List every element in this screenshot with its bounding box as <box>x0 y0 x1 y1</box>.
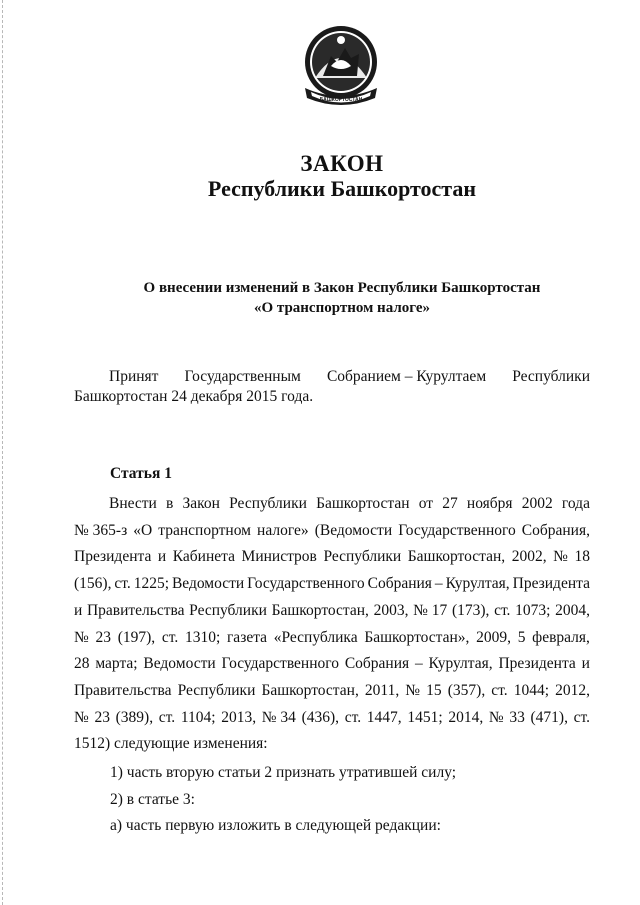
coat-of-arms-emblem <box>301 18 381 118</box>
article-word: (197), <box>117 628 156 646</box>
article-word: 2002 <box>521 495 553 512</box>
amendment-item-3: а) часть первую изложить в следующей редакции: <box>110 817 441 834</box>
article-line <box>74 678 590 705</box>
article-word: 5 <box>517 628 526 646</box>
article-line <box>74 544 590 571</box>
article-word: ст. <box>344 708 362 726</box>
article-word: в <box>166 495 174 512</box>
article-word: Министров <box>241 548 317 566</box>
article-word: Государственного <box>221 655 339 673</box>
article-word: Курултая, <box>445 575 510 593</box>
article-word: 33 <box>509 708 525 726</box>
article-line <box>74 731 590 758</box>
article-word: (389), <box>115 708 154 726</box>
article-word: 28 <box>74 655 90 673</box>
article-word: 1512) следующие изменения: <box>74 735 268 753</box>
article-word: газета <box>226 628 268 646</box>
article-word: (471), <box>530 708 568 726</box>
article-word: ноября <box>466 495 513 512</box>
article-word: 18 <box>574 548 590 566</box>
article-word: ст. <box>161 628 179 646</box>
article-word: ст. <box>573 708 590 726</box>
article-word: 2009, <box>476 628 511 646</box>
article-word: Республики <box>229 495 307 512</box>
article-word: 1447, <box>366 708 402 726</box>
article-word: (436), <box>301 708 340 726</box>
article-word: 2003, <box>373 601 409 619</box>
article-word: Собрания <box>367 575 432 593</box>
article-word: (156), <box>74 575 112 593</box>
article-word: ст. <box>494 601 511 619</box>
article-word: № 34 <box>261 708 296 726</box>
article-word: 23 <box>94 708 110 726</box>
article-word: Президента <box>498 655 576 673</box>
emblem-ribbon-text: БАШКОРТОСТАН <box>319 97 363 103</box>
article-word: Башкортостан <box>316 495 410 512</box>
article-word: 2002, <box>511 548 547 566</box>
article-word: и <box>157 548 167 566</box>
article-word: и <box>581 655 590 673</box>
article-word: 2014, <box>448 708 484 726</box>
article-word: Республики <box>189 601 267 619</box>
article-word: (Ведомости <box>314 521 393 539</box>
article-word: 2004, <box>555 601 590 619</box>
adoption-word: Собранием – Курултаем <box>326 368 487 385</box>
article-word: № <box>405 681 421 699</box>
article-word: Республики <box>177 681 256 699</box>
article-word: № <box>488 708 504 726</box>
article-word: налоге» <box>257 521 309 539</box>
article-word: Ведомости <box>143 655 216 673</box>
article-word: Правительства <box>86 601 185 619</box>
adoption-line-1 <box>74 367 590 387</box>
adoption-word: Республики <box>512 368 590 385</box>
article-word: Собрания, <box>521 521 590 539</box>
article-word: Курултая, <box>428 655 493 673</box>
article-line <box>74 705 590 732</box>
article-word: 1225; <box>133 575 170 593</box>
article-word: февраля, <box>532 628 590 646</box>
article-word: Республики <box>323 548 402 566</box>
article-word: № 17 <box>413 601 448 619</box>
page-edge <box>2 0 4 905</box>
article-word: 2013, <box>221 708 257 726</box>
article-heading: Статья 1 <box>110 465 172 482</box>
article-word: марта; <box>95 655 138 673</box>
article-line <box>74 651 590 678</box>
article-word: Государственного <box>247 575 365 593</box>
article-word: Башкортостан, <box>261 681 359 699</box>
article-word: 1073; <box>515 601 551 619</box>
article-word: 1310; <box>184 628 221 646</box>
article-word: Башкортостан, <box>407 548 506 566</box>
article-word: (357), <box>447 681 486 699</box>
subject-line-2: «О транспортном налоге» <box>253 300 431 316</box>
article-word: 27 <box>442 495 458 512</box>
article-word: Башкортостан», <box>364 628 470 646</box>
document-title-republic: Республики Башкортостан <box>207 176 477 201</box>
article-body <box>74 491 590 758</box>
article-word: ст. <box>114 575 131 593</box>
article-line <box>74 491 590 518</box>
article-word: № <box>74 708 89 726</box>
article-word: Президента <box>74 548 152 566</box>
article-line <box>74 571 590 598</box>
article-word: 15 <box>426 681 442 699</box>
article-word: Башкортостан, <box>271 601 369 619</box>
article-word: Кабинета <box>172 548 235 566</box>
article-word: и <box>74 601 83 619</box>
article-word: «О <box>133 521 153 539</box>
article-word: № <box>74 628 89 646</box>
amendment-item-2: 2) в статье 3: <box>110 791 195 808</box>
article-word: Закон <box>182 495 220 512</box>
article-word: Собрания <box>344 655 410 673</box>
article-word: – <box>414 655 423 673</box>
article-word: Внести <box>109 495 157 512</box>
article-word: № <box>553 548 568 566</box>
article-word: ст. <box>491 681 508 699</box>
article-word: Государственного <box>398 521 516 539</box>
article-word: «Республика <box>273 628 358 646</box>
document-title: ЗАКОН <box>300 151 384 176</box>
article-word: Президента <box>512 575 590 593</box>
article-word: ст. <box>158 708 176 726</box>
article-word: 1044; <box>513 681 550 699</box>
adoption-word: Государственным <box>184 368 301 385</box>
article-word: 2012, <box>555 681 590 699</box>
subject-line-1: О внесении изменений в Закон Республики Башкортостан <box>143 280 541 296</box>
adoption-line-2: Башкортостан 24 декабря 2015 года. <box>74 388 314 405</box>
article-word: транспортном <box>158 521 251 539</box>
article-line <box>74 625 590 652</box>
article-word: года <box>561 495 590 512</box>
article-word: 1451; <box>407 708 443 726</box>
article-word: 2011, <box>364 681 400 699</box>
article-word: Ведомости <box>171 575 245 593</box>
article-word: (173), <box>451 601 490 619</box>
article-word: 23 <box>95 628 111 646</box>
article-word: от <box>418 495 434 512</box>
article-line <box>74 518 590 545</box>
article-word: – <box>434 575 443 593</box>
article-word: 1104; <box>180 708 216 726</box>
article-line <box>74 598 590 625</box>
amendment-item-1: 1) часть вторую статьи 2 признать утратившей силу; <box>110 764 457 781</box>
article-word: Правительства <box>74 681 172 699</box>
adoption-paragraph <box>74 367 590 407</box>
adoption-word: Принят <box>109 368 159 385</box>
article-word: № 365-з <box>74 521 128 539</box>
